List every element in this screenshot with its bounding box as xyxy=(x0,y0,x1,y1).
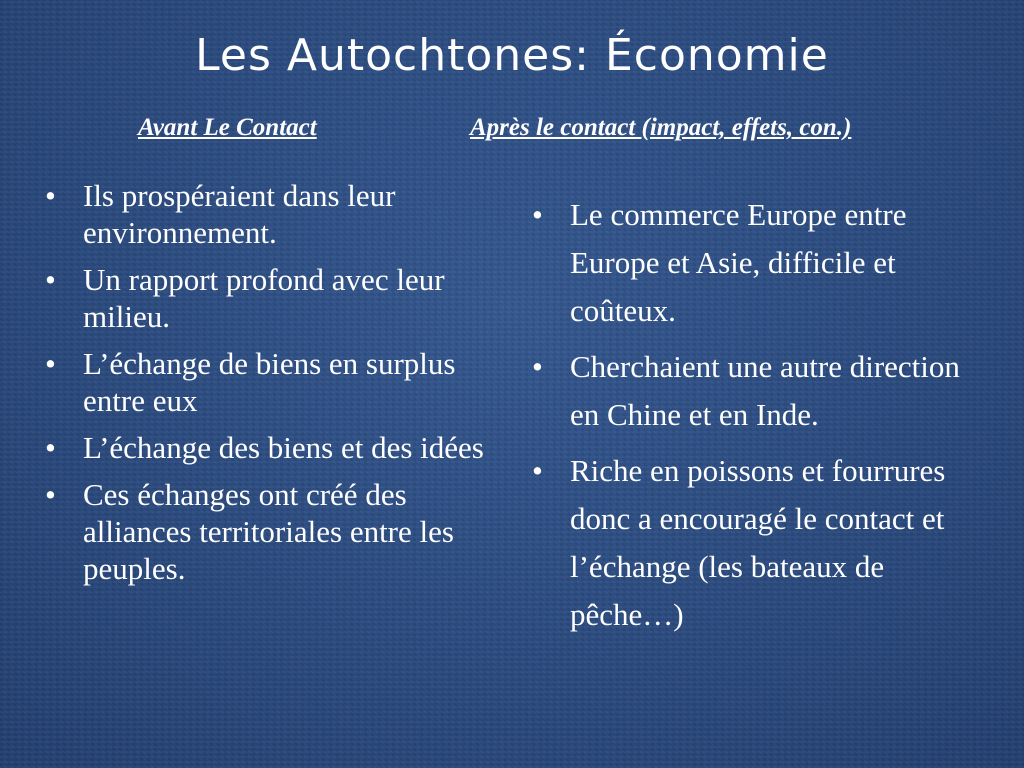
list-item xyxy=(530,343,970,439)
list-item-text: Le commerce Europe entre Europe et Asie, difficile et coûteux. xyxy=(570,197,907,328)
list-item-text: Ils prospéraient dans leur environnement. xyxy=(83,178,396,250)
left-bullet-list xyxy=(43,177,493,597)
list-item xyxy=(43,345,493,419)
list-item xyxy=(530,447,970,639)
bullet-icon: • xyxy=(45,178,56,213)
list-item xyxy=(43,476,493,587)
bullet-icon: • xyxy=(45,346,56,381)
list-item xyxy=(43,177,493,251)
right-bullet-list xyxy=(530,191,970,647)
bullet-icon: • xyxy=(532,197,543,232)
bullet-icon: • xyxy=(45,430,56,465)
list-item-text: Riche en poissons et fourrures donc a encouragé le contact et l’échange (les bateaux de pêche…) xyxy=(570,453,946,632)
list-item-text: L’échange de biens en surplus entre eux xyxy=(83,346,456,418)
list-item xyxy=(43,261,493,335)
list-item-text: Cherchaient une autre direction en Chine et en Inde. xyxy=(570,349,960,432)
left-column-header: Avant Le Contact xyxy=(138,114,317,141)
list-item-text: Un rapport profond avec leur milieu. xyxy=(83,262,445,334)
list-item xyxy=(43,429,493,466)
bullet-icon: • xyxy=(45,477,56,512)
list-item xyxy=(530,191,970,335)
bullet-icon: • xyxy=(532,453,543,488)
bullet-icon: • xyxy=(45,262,56,297)
bullet-icon: • xyxy=(532,349,543,384)
list-item-text: Ces échanges ont créé des alliances territoriales entre les peuples. xyxy=(83,477,454,586)
list-item-text: L’échange des biens et des idées xyxy=(83,430,484,465)
right-column-header: Après le contact (impact, effets, con.) xyxy=(470,114,852,141)
slide-title: Les Autochtones: Économie xyxy=(195,30,829,81)
